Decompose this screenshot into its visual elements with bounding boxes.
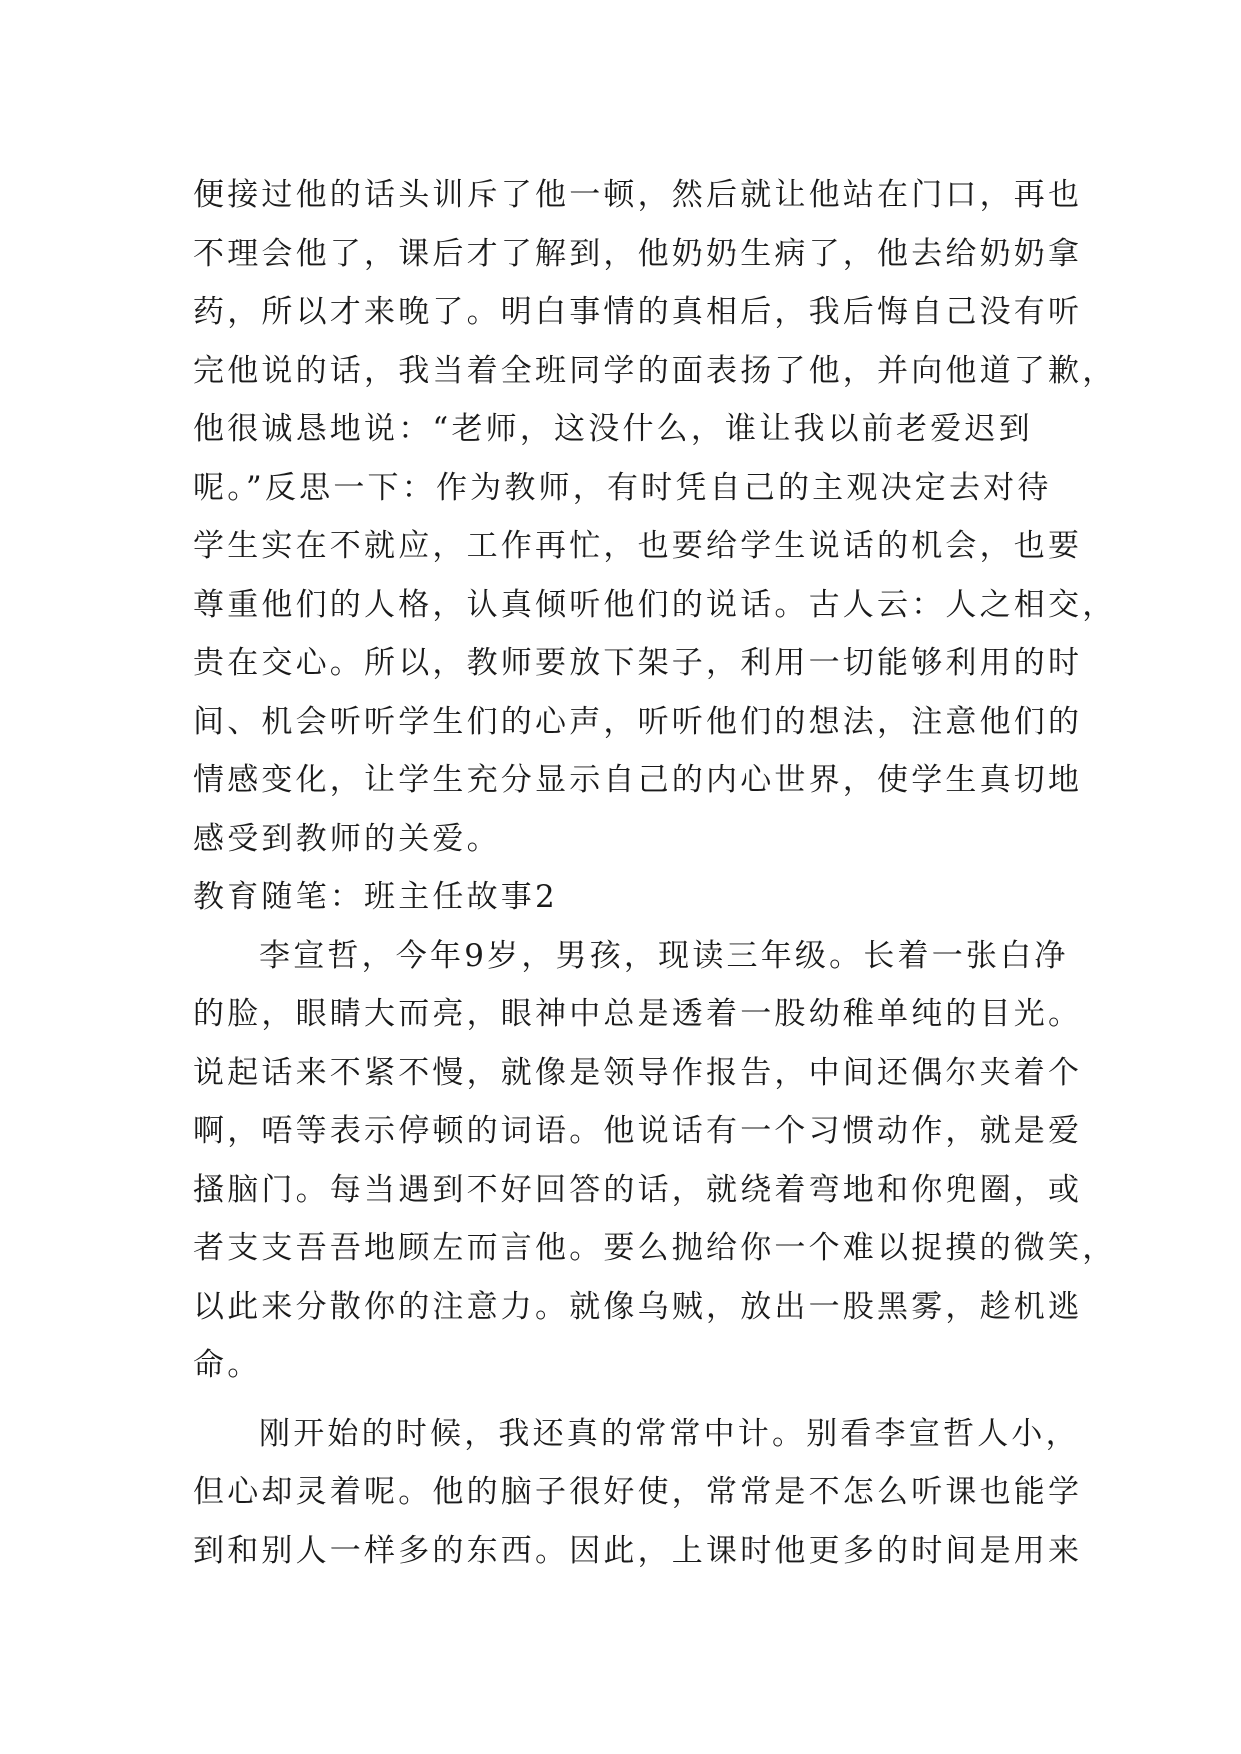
text-line: 间、机会听听学生们的心声，听听他们的想法，注意他们的	[193, 703, 1083, 740]
text-line: 但心却灵着呢。他的脑子很好使，常常是不怎么听课也能学	[193, 1474, 1083, 1510]
section1-paragraph	[193, 166, 1117, 868]
text-line: 命。	[193, 1347, 262, 1383]
text-line: 贵在交心。所以，教师要放下架子，利用一切能够利用的时	[193, 645, 1083, 681]
text-line: 情感变化，让学生充分显示自己的内心世界，使学生真切地	[193, 762, 1083, 798]
text-line: 说起话来不紧不慢，就像是领导作报告，中间还偶尔夹着个	[193, 1054, 1083, 1091]
text-line: 啊，唔等表示停顿的词语。他说话有一个习惯动作，就是爱	[193, 1113, 1083, 1149]
text-line: 李宣哲，今年9岁，男孩，现读三年级。长着一张白净	[259, 937, 1069, 974]
text-line: 呢。”反思一下：作为教师，有时凭自己的主观决定去对待	[193, 469, 1052, 506]
text-line: 学生实在不就应，工作再忙，也要给学生说话的机会，也要	[193, 528, 1083, 564]
document-body	[193, 166, 1117, 1580]
text-line: 以此来分散你的注意力。就像乌贼，放出一股黑雾，趁机逃	[193, 1288, 1083, 1325]
text-line: 尊重他们的人格，认真倾听他们的说话。古人云：人之相交，	[193, 586, 1117, 623]
text-line: 不理会他了，课后才了解到，他奶奶生病了，他去给奶奶拿	[193, 235, 1083, 272]
text-line: 完他说的话，我当着全班同学的面表扬了他，并向他道了歉，	[193, 352, 1117, 389]
text-line: 刚开始的时候，我还真的常常中计。别看李宣哲人小，	[259, 1415, 1080, 1452]
text-line: 搔脑门。每当遇到不好回答的话，就绕着弯地和你兜圈，或	[193, 1171, 1083, 1208]
text-line: 的脸，眼睛大而亮，眼神中总是透着一股幼稚单纯的目光。	[193, 996, 1083, 1032]
text-line: 感受到教师的关爱。	[193, 820, 501, 857]
text-line: 药，所以才来晚了。明白事情的真相后，我后悔自己没有听	[193, 294, 1083, 330]
text-line: 他很诚恳地说：“老师，这没什么，谁让我以前老爱迟到	[193, 411, 1033, 447]
text-line: 者支支吾吾地顾左而言他。要么抛给你一个难以捉摸的微笑，	[193, 1230, 1117, 1266]
text-line: 到和别人一样多的东西。因此，上课时他更多的时间是用来	[193, 1532, 1083, 1569]
section-heading: 教育随笔：班主任故事2	[193, 879, 558, 915]
paragraph-3	[193, 1405, 1083, 1581]
paragraph-2	[193, 927, 1117, 1395]
text-line: 便接过他的话头训斥了他一顿，然后就让他站在门口，再也	[193, 177, 1083, 213]
